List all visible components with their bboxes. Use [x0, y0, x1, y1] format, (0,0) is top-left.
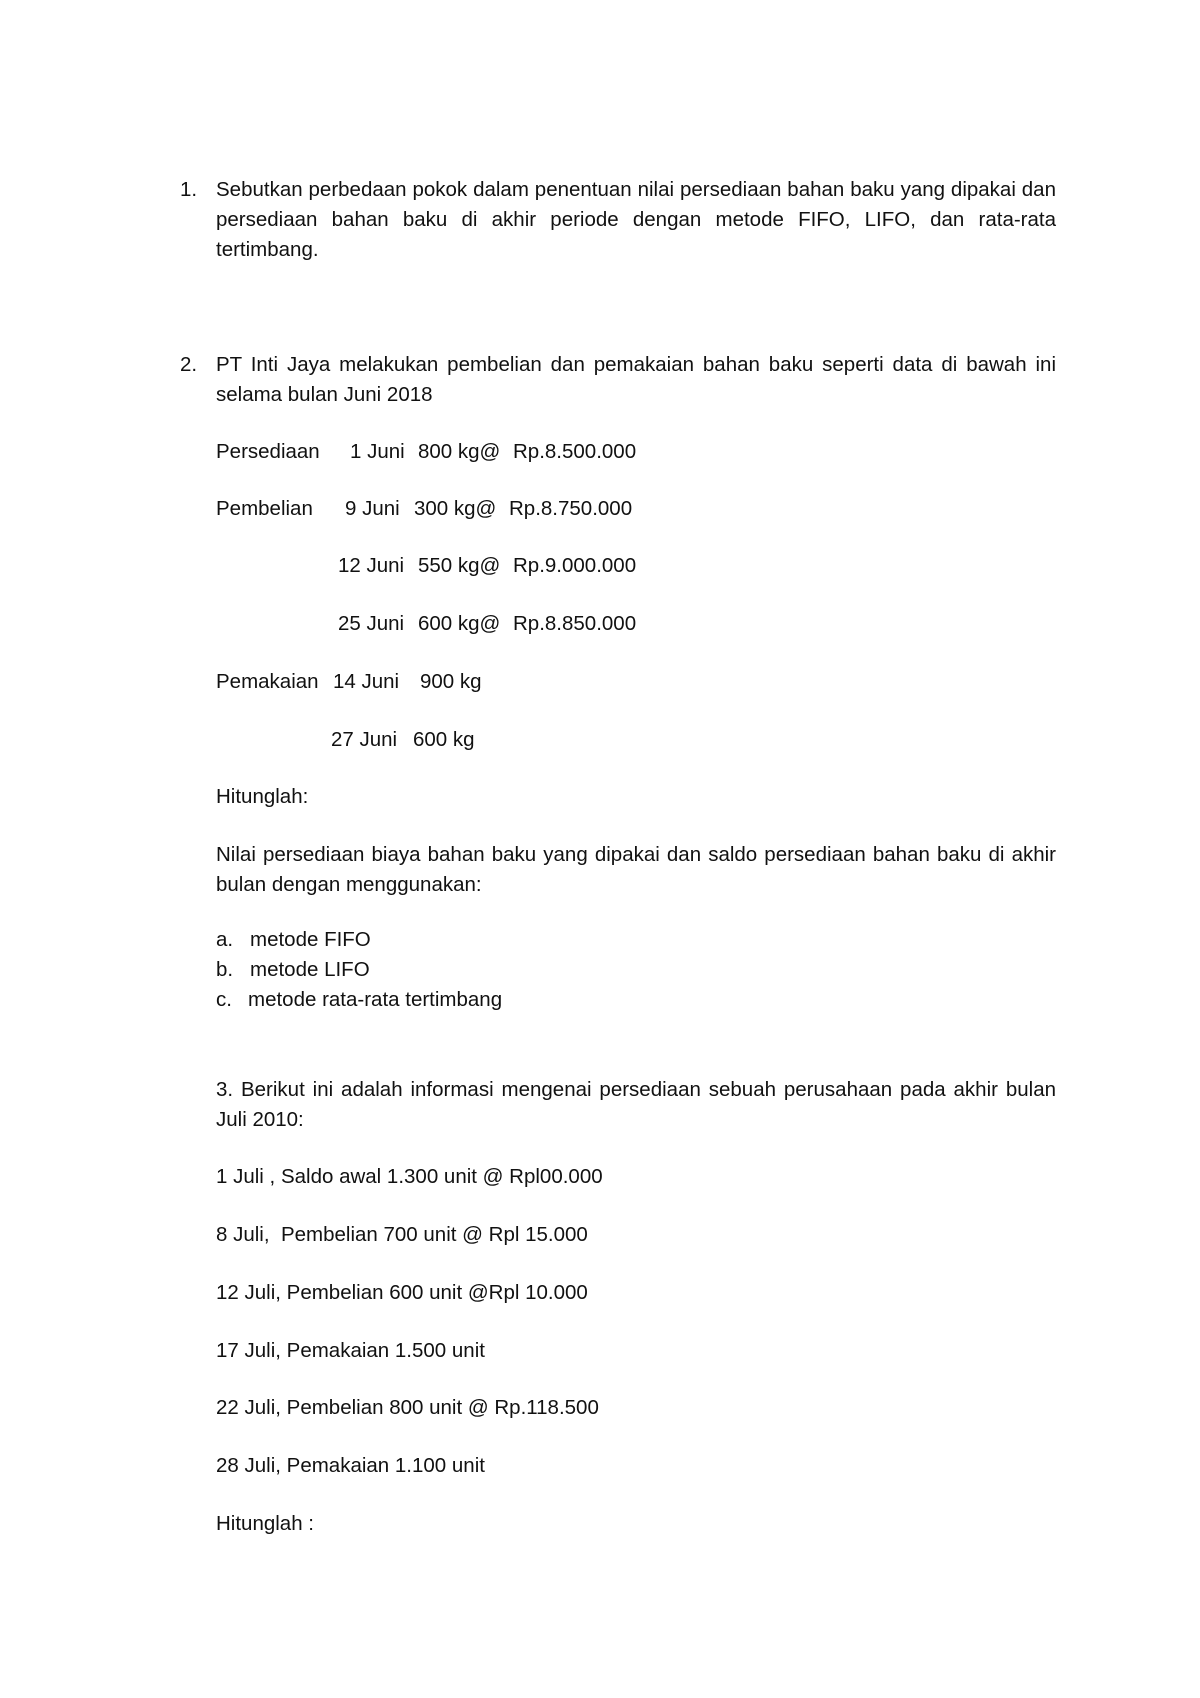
q2-row-label: Pemakaian — [216, 670, 319, 693]
q2-row-label: Persediaan — [216, 440, 320, 463]
q2-row-date: 25 Juni — [338, 612, 405, 635]
q3-item: 28 Juli, Pemakaian 1.100 unit — [216, 1454, 485, 1477]
q3-item: 1 Juli , Saldo awal 1.300 unit @ Rpl00.000 — [216, 1165, 603, 1188]
q2-row-qty: 550 kg@ — [418, 554, 501, 577]
q3-intro: 3. Berikut ini adalah informasi mengenai persediaan sebuah perusahaan pada akhir bulan Juli 2010: — [216, 1078, 1056, 1131]
q3-item: 22 Juli, Pembelian 800 unit @ Rp.118.500 — [216, 1396, 599, 1419]
option-text: metode LIFO — [250, 958, 370, 981]
q3-hitunglah: Hitunglah : — [216, 1512, 315, 1535]
option-letter: a. — [216, 928, 234, 951]
option-text: metode FIFO — [250, 928, 371, 951]
q2-row-price: Rp.8.850.000 — [513, 612, 637, 635]
q2-instruction: Nilai persediaan biaya bahan baku yang dipakai dan saldo persediaan bahan baku di akhir bulan dengan menggunakan: — [216, 843, 1056, 896]
q2-row-date: 9 Juni — [345, 497, 400, 520]
q2-row-date: 27 Juni — [331, 728, 398, 751]
option-text: metode rata-rata tertimbang — [248, 988, 503, 1011]
option-letter: b. — [216, 958, 234, 981]
q2-row-date: 12 Juni — [338, 554, 405, 577]
q2-number: 2. — [180, 353, 198, 376]
q2-row-date: 14 Juni — [333, 670, 400, 693]
q2-row-price: Rp.9.000.000 — [513, 554, 637, 577]
q2-row-qty: 600 kg — [413, 728, 475, 751]
q2-intro: PT Inti Jaya melakukan pembelian dan pemakaian bahan baku seperti data di bawah ini selama bulan Juni 2018 — [216, 353, 1056, 406]
q1-number: 1. — [180, 178, 198, 201]
q1-text: Sebutkan perbedaan pokok dalam penentuan nilai persediaan bahan baku yang dipakai dan persediaan bahan baku di akhir periode dengan metode FIFO, LIFO, dan rata-rata tertimbang. — [216, 178, 1056, 261]
q3-item: 12 Juli, Pembelian 600 unit @Rpl 10.000 — [216, 1281, 588, 1304]
q2-row-qty: 600 kg@ — [418, 612, 501, 635]
option-letter: c. — [216, 988, 232, 1011]
q2-row-date: 1 Juni — [350, 440, 405, 463]
q2-hitunglah: Hitunglah: — [216, 785, 309, 808]
q2-row-label: Pembelian — [216, 497, 313, 520]
q2-row-qty: 900 kg — [420, 670, 482, 693]
q2-row-qty: 800 kg@ — [418, 440, 501, 463]
q3-item: 17 Juli, Pemakaian 1.500 unit — [216, 1339, 485, 1362]
q3-item: 8 Juli, Pembelian 700 unit @ Rpl 15.000 — [216, 1223, 588, 1246]
q2-row-price: Rp.8.500.000 — [513, 440, 637, 463]
q2-row-price: Rp.8.750.000 — [509, 497, 633, 520]
q2-row-qty: 300 kg@ — [414, 497, 497, 520]
